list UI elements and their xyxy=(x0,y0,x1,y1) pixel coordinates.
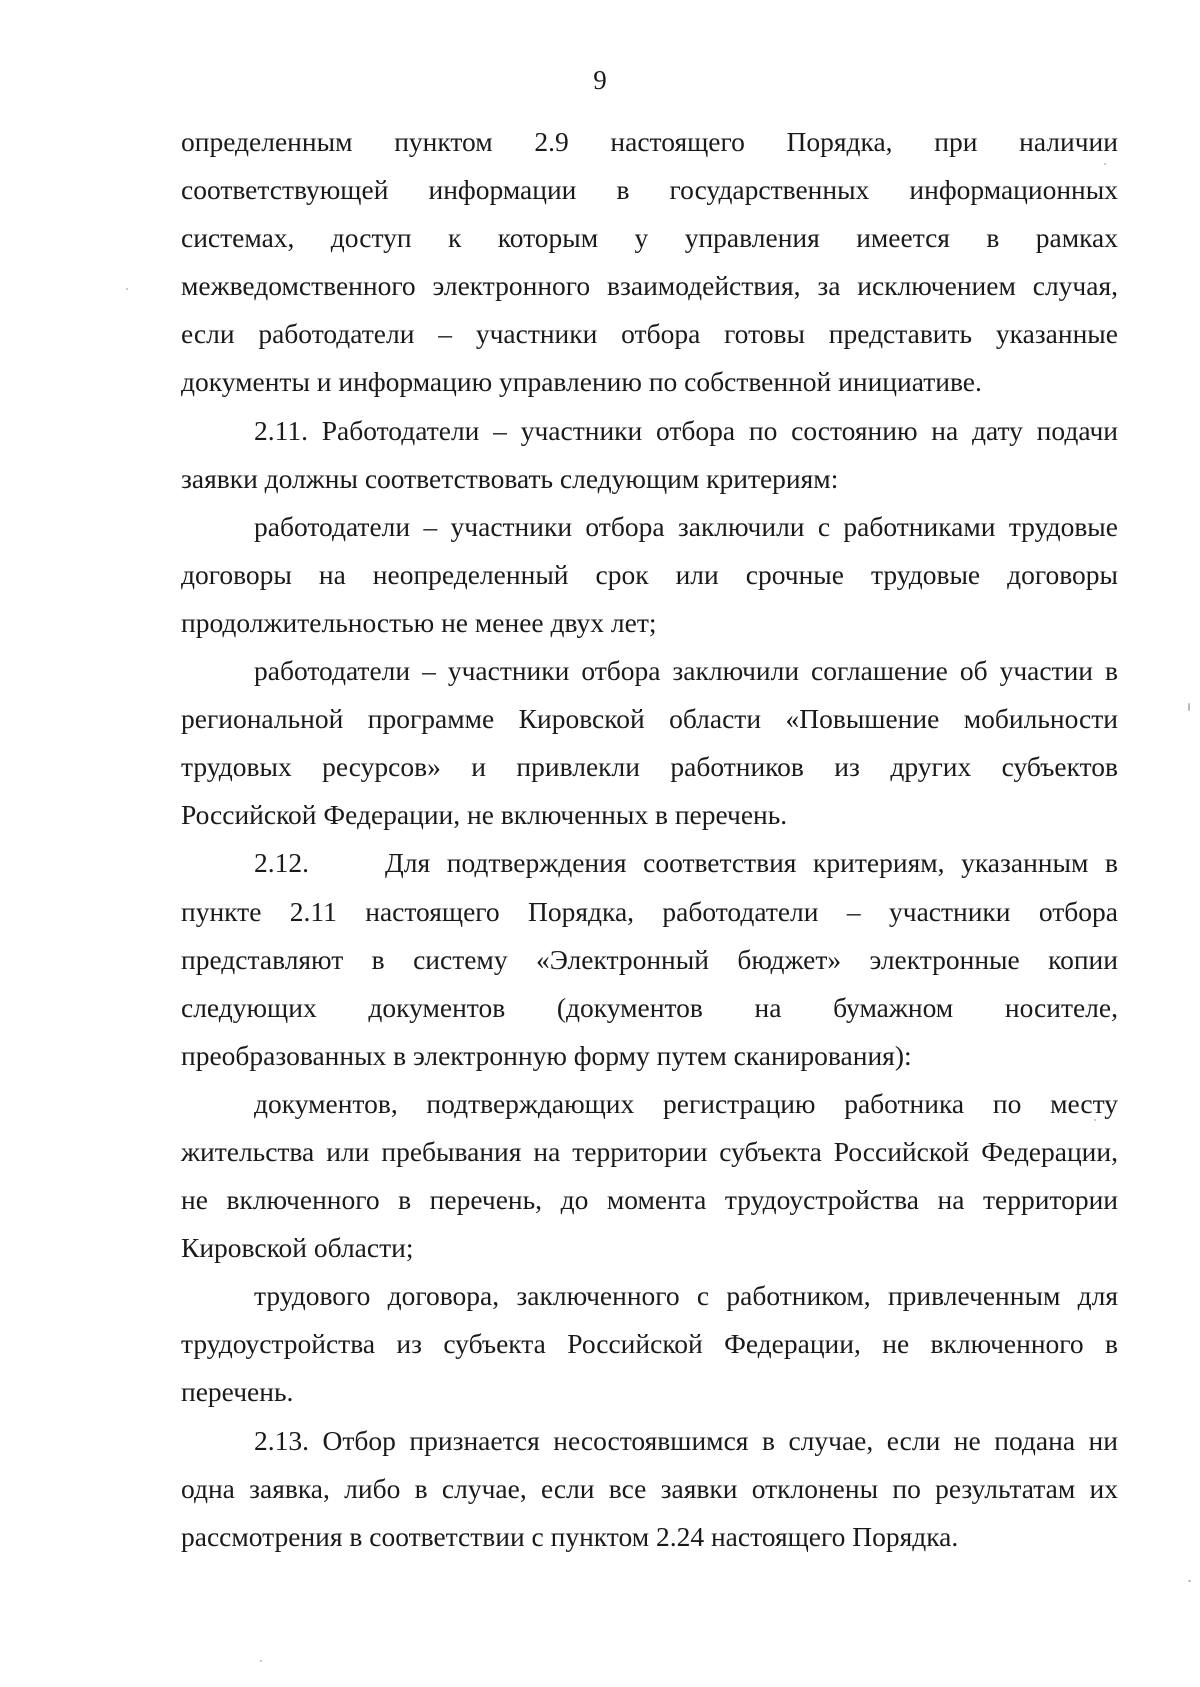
text-line: работодатели – участники отбора заключили с работниками трудовые xyxy=(254,510,1118,542)
text-line: 2.11. Работодатели – участники отбора по состоянию на дату подачи xyxy=(254,414,1118,446)
text-line: одна заявка, либо в случае, если все заявки отклонены по результатам их xyxy=(181,1472,1118,1504)
paragraph-2-11 xyxy=(181,407,1118,503)
paragraph-criterion-2 xyxy=(181,647,1118,839)
text-line: трудовых ресурсов» и привлекли работников из других субъектов xyxy=(181,751,1118,783)
clause-number: 2.12. xyxy=(254,847,309,879)
text-line: трудоустройства из субъекта Российской Федерации, не включенного в xyxy=(181,1328,1118,1360)
text-line: трудового договора, заключенного с работником, привлеченным для xyxy=(254,1280,1118,1312)
paragraph-continuation xyxy=(181,118,1118,407)
page-number: 9 xyxy=(593,65,607,95)
paragraph-criterion-1 xyxy=(181,503,1118,647)
text-line: не включенного в перечень, до момента трудоустройства на территории xyxy=(181,1184,1118,1216)
text-line: преобразованных в электронную форму путем сканирования): xyxy=(181,1039,912,1071)
text-line: соответствующей информации в государственных информационных xyxy=(181,174,1118,206)
text-line: работодатели – участники отбора заключили соглашение об участии в xyxy=(254,655,1118,687)
scan-speck xyxy=(1094,1119,1096,1121)
text-line: 2.13. Отбор признается несостоявшимся в случае, если не подана ни xyxy=(254,1424,1118,1456)
text-line: документов, подтверждающих регистрацию работника по месту xyxy=(254,1087,1118,1119)
text-line: Российской Федерации, не включенных в перечень. xyxy=(181,799,788,831)
text-line: документы и информацию управлению по собственной инициативе. xyxy=(181,366,982,398)
text-line: заявки должны соответствовать следующим критериям: xyxy=(181,462,839,494)
scan-speck xyxy=(126,288,128,290)
text-line: системах, доступ к которым у управления имеется в рамках xyxy=(181,222,1118,254)
paragraph-document-1 xyxy=(181,1080,1118,1272)
scan-speck xyxy=(1188,1580,1191,1582)
paragraph-2-13 xyxy=(181,1417,1118,1561)
text-line: представляют в систему «Электронный бюджет» электронные копии xyxy=(181,943,1118,975)
text-line: если работодатели – участники отбора готовы представить указанные xyxy=(181,318,1118,350)
scan-speck xyxy=(260,1660,262,1662)
text-line: рассмотрения в соответствии с пунктом 2.24 настоящего Порядка. xyxy=(181,1520,959,1552)
text-line: жительства или пребывания на территории субъекта Российской Федерации, xyxy=(181,1135,1118,1167)
text-line: продолжительностью не менее двух лет; xyxy=(181,606,657,638)
text-line: Кировской области; xyxy=(181,1232,414,1264)
text-line: перечень. xyxy=(181,1376,294,1408)
scan-speck xyxy=(1104,163,1106,165)
paragraph-2-12 xyxy=(181,839,1118,1079)
text-line: следующих документов (документов на бумажном носителе, xyxy=(181,991,1118,1023)
paragraph-document-2 xyxy=(181,1272,1118,1416)
text-line xyxy=(181,839,1118,887)
text-line: региональной программе Кировской области «Повышение мобильности xyxy=(181,703,1118,735)
text-line: договоры на неопределенный срок или срочные трудовые договоры xyxy=(181,558,1118,590)
text-line: межведомственного электронного взаимодействия, за исключением случая, xyxy=(181,270,1118,302)
document-body xyxy=(181,118,1118,1561)
text-line: определенным пунктом 2.9 настоящего Порядка, при наличии xyxy=(181,126,1118,157)
scan-speck xyxy=(1188,703,1190,711)
text-fragment: Для подтверждения соответствия критериям, указанным в xyxy=(385,847,1118,879)
text-line: пункте 2.11 настоящего Порядка, работодатели – участники отбора xyxy=(181,895,1118,927)
